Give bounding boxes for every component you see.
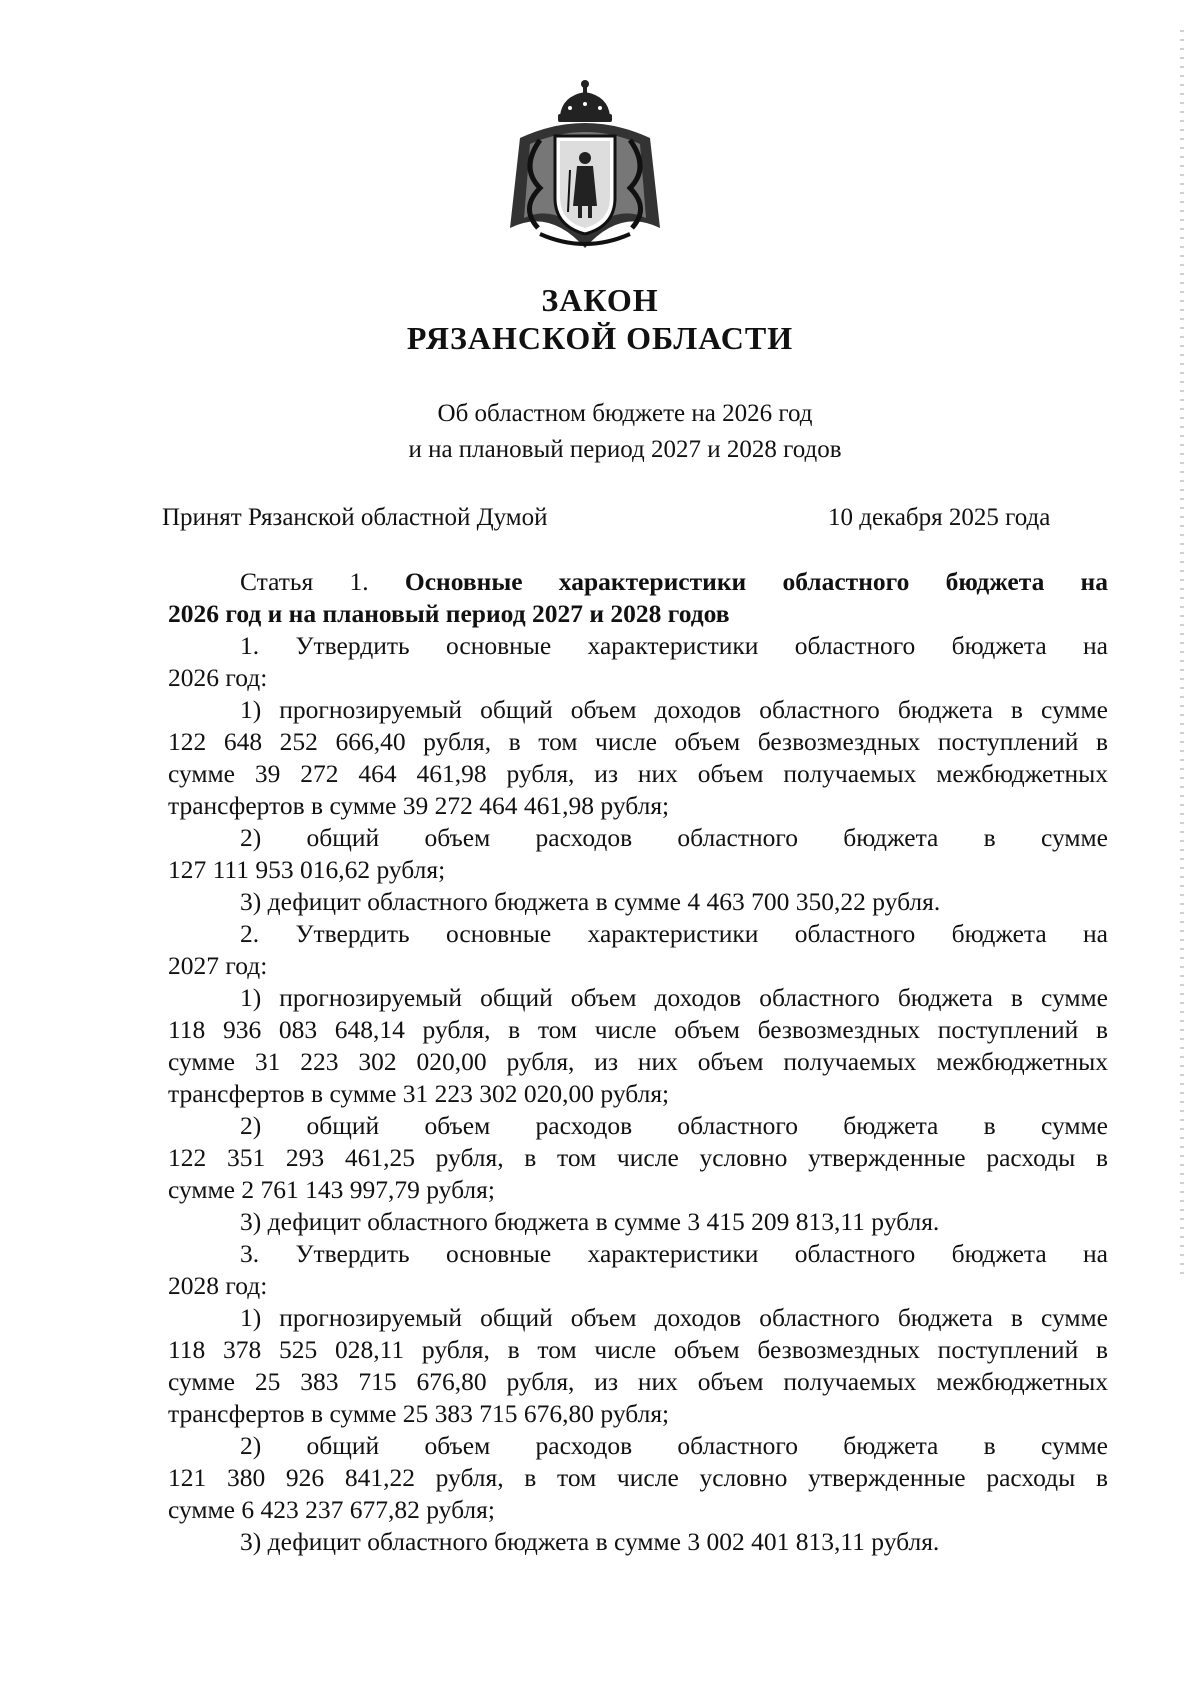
document-title: ЗАКОН — [541, 282, 659, 318]
text-line: сумме 2 761 143 997,79 рубля; — [168, 1175, 495, 1204]
adopted-by: Принят Рязанской областной Думой — [162, 504, 548, 531]
text-line: 1. Утвердить основные характеристики областного бюджета на — [240, 631, 1108, 660]
document-region: РЯЗАНСКОЙ ОБЛАСТИ — [406, 320, 794, 356]
text-line: трансфертов в сумме 39 272 464 461,98 рубля; — [168, 791, 670, 820]
article-title-cont: 2026 год и на плановый период 2027 и 2028 годов — [168, 599, 730, 628]
text-line: трансфертов в сумме 25 383 715 676,80 рубля; — [168, 1399, 670, 1428]
law-subject-line1: Об областном бюджете на 2026 год — [437, 400, 813, 427]
text-line: трансфертов в сумме 31 223 302 020,00 рубля; — [168, 1079, 670, 1108]
text-line: 2) общий объем расходов областного бюджета в сумме — [240, 1111, 1108, 1140]
text-line: 121 380 926 841,22 рубля, в том числе условно утвержденные расходы в — [168, 1463, 1108, 1492]
article-number: Статья 1. — [240, 567, 405, 596]
article-heading — [240, 566, 1108, 598]
text-line: 2026 год: — [168, 663, 268, 692]
law-subject-line2: и на плановый период 2027 и 2028 годов — [408, 436, 842, 463]
text-line: 1) прогнозируемый общий объем доходов областного бюджета в сумме — [240, 983, 1108, 1012]
text-line: 118 378 525 028,11 рубля, в том числе объем безвозмездных поступлений в — [168, 1335, 1108, 1364]
text-line: 122 351 293 461,25 рубля, в том числе условно утвержденные расходы в — [168, 1143, 1108, 1172]
text-line: сумме 31 223 302 020,00 рубля, из них объем получаемых межбюджетных — [168, 1047, 1108, 1076]
text-line: 127 111 953 016,62 рубля; — [168, 855, 446, 884]
text-line: 3) дефицит областного бюджета в сумме 4 463 700 350,22 рубля. — [240, 887, 941, 916]
text-line: 3) дефицит областного бюджета в сумме 3 002 401 813,11 рубля. — [240, 1527, 940, 1556]
text-line: 1) прогнозируемый общий объем доходов областного бюджета в сумме — [240, 695, 1108, 724]
text-line: сумме 6 423 237 677,82 рубля; — [168, 1495, 495, 1524]
text-line: 122 648 252 666,40 рубля, в том числе объем безвозмездных поступлений в — [168, 727, 1108, 756]
scan-edge-marks — [1180, 30, 1184, 1280]
text-line: 2) общий объем расходов областного бюджета в сумме — [240, 823, 1108, 852]
article-title: Основные характеристики областного бюджета на — [404, 567, 1108, 596]
text-line: 1) прогнозируемый общий объем доходов областного бюджета в сумме — [240, 1303, 1108, 1332]
text-line: 2027 год: — [168, 951, 268, 980]
text-line: сумме 39 272 464 461,98 рубля, из них объем получаемых межбюджетных — [168, 759, 1108, 788]
text-line: 2) общий объем расходов областного бюджета в сумме — [240, 1431, 1108, 1460]
text-line: сумме 25 383 715 676,80 рубля, из них объем получаемых межбюджетных — [168, 1367, 1108, 1396]
adopted-date: 10 декабря 2025 года — [828, 504, 1051, 531]
ryazan-coat-of-arms-icon — [500, 78, 670, 250]
text-line: 2. Утвердить основные характеристики областного бюджета на — [240, 919, 1108, 948]
text-line: 3) дефицит областного бюджета в сумме 3 415 209 813,11 рубля. — [240, 1207, 940, 1236]
text-line: 118 936 083 648,14 рубля, в том числе объем безвозмездных поступлений в — [168, 1015, 1108, 1044]
text-line: 2028 год: — [168, 1271, 268, 1300]
text-line: 3. Утвердить основные характеристики областного бюджета на — [240, 1239, 1108, 1268]
